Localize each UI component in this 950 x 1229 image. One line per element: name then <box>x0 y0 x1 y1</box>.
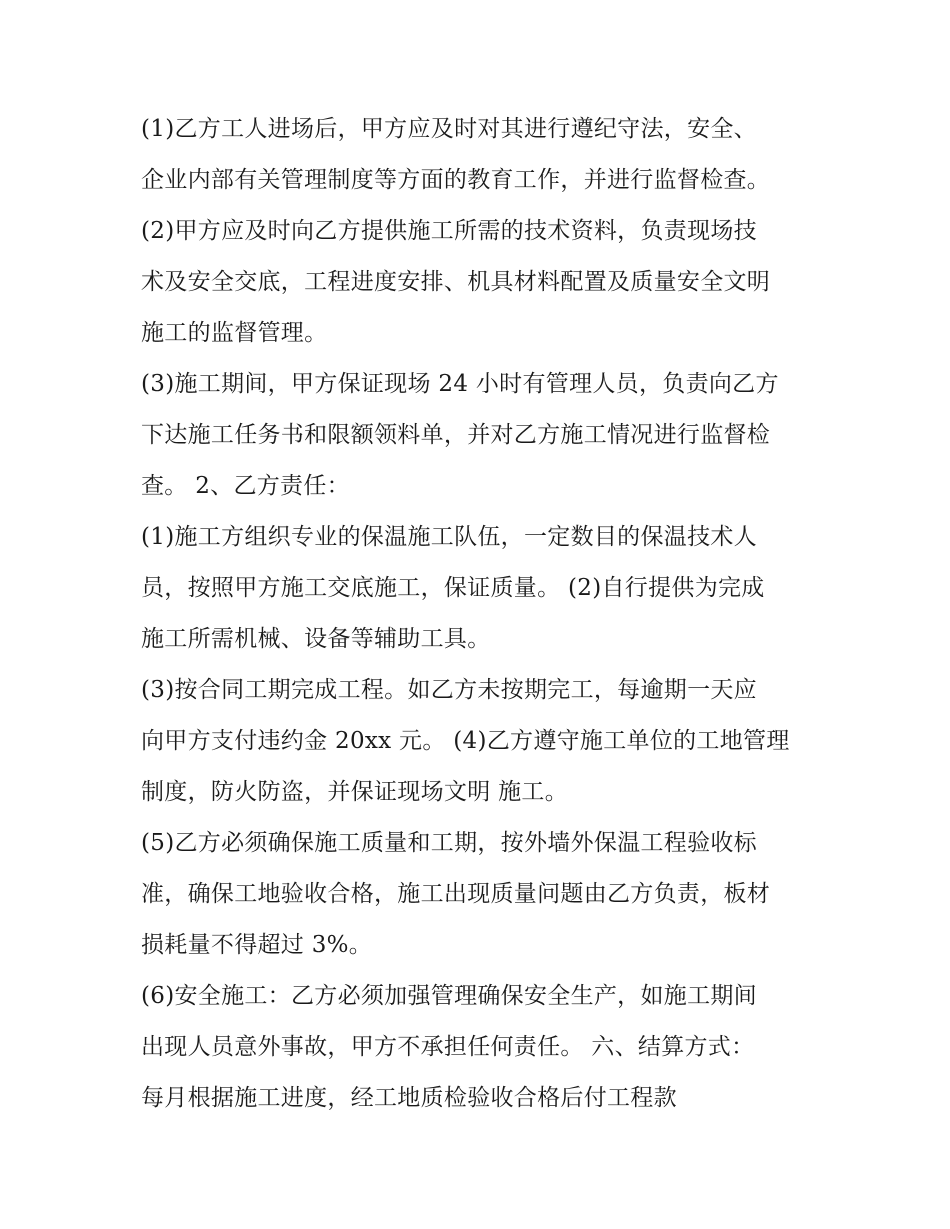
text-line: 每月根据施工进度，经工地质检验收合格后付工程款 <box>141 1085 677 1111</box>
text-line: 出现人员意外事故，甲方不承担任何责任。 六、结算方式： <box>141 1034 755 1060</box>
text-line: (1)施工方组织专业的保温施工队伍，一定数目的保温技术人 <box>141 524 757 550</box>
text-line: (5)乙方必须确保施工质量和工期，按外墙外保温工程验收标 <box>141 830 757 856</box>
text-line: 准，确保工地验收合格，施工出现质量问题由乙方负责，板材 <box>141 881 771 907</box>
text-line: 损耗量不得超过 3%。 <box>141 932 373 958</box>
text-line: (3)施工期间，甲方保证现场 24 小时有管理人员，负责向乙方 <box>141 371 779 397</box>
text-line: 下达施工任务书和限额领料单，并对乙方施工情况进行监督检 <box>141 422 771 448</box>
text-line: (3)按合同工期完成工程。如乙方未按期完工，每逾期一天应 <box>141 677 757 703</box>
text-line: 向甲方支付违约金 20xx 元。 (4)乙方遵守施工单位的工地管理 <box>141 728 790 754</box>
text-line: 施工的监督管理。 <box>141 320 328 346</box>
text-line: (2)甲方应及时向乙方提供施工所需的技术资料，负责现场技 <box>141 218 757 244</box>
text-line: (6)安全施工：乙方必须加强管理确保安全生产，如施工期间 <box>141 983 757 1009</box>
text-line: 施工所需机械、设备等辅助工具。 <box>141 626 491 652</box>
text-line: 企业内部有关管理制度等方面的教育工作，并进行监督检查。 <box>141 167 771 193</box>
text-line: 员，按照甲方施工交底施工，保证质量。 (2)自行提供为完成 <box>141 575 765 601</box>
document-body <box>141 104 821 1124</box>
text-line: 制度，防火防盗，并保证现场文明 施工。 <box>141 779 569 805</box>
text-line: 查。 2、乙方责任： <box>141 473 350 499</box>
text-line: (1)乙方工人进场后，甲方应及时对其进行遵纪守法，安全、 <box>141 116 757 142</box>
text-line: 术及安全交底，工程进度安排、机具材料配置及质量安全文明 <box>141 269 771 295</box>
